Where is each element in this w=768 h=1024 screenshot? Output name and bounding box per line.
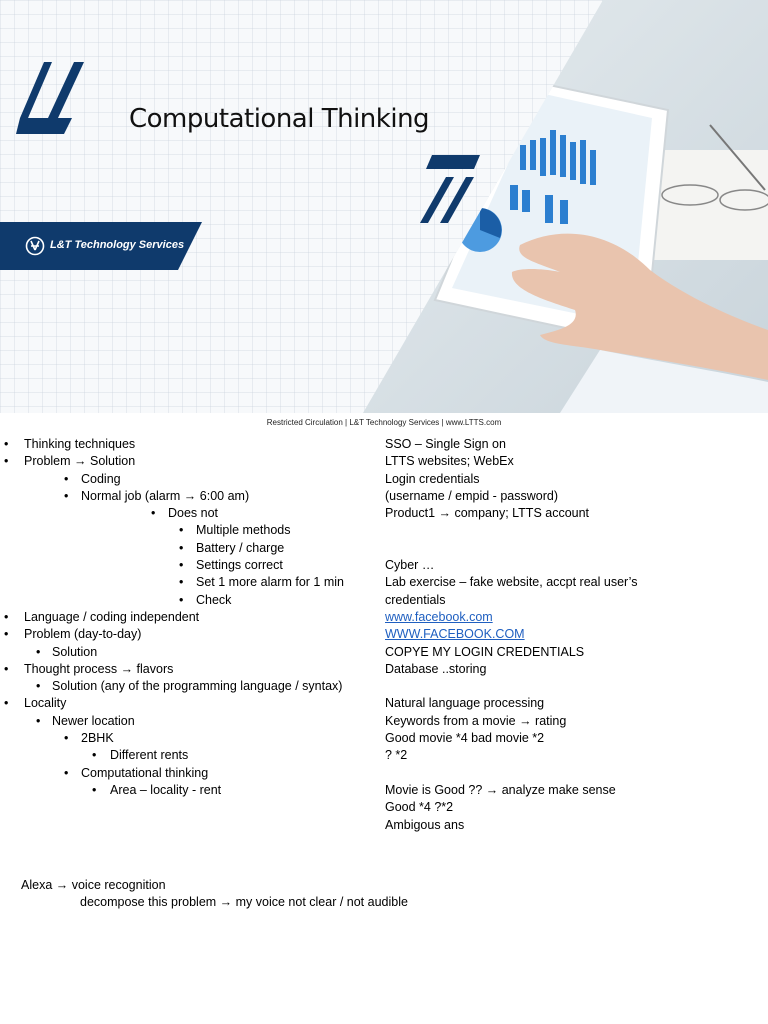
bullet-icon: • — [179, 575, 184, 590]
bullet-text: Battery / charge — [196, 540, 285, 555]
bullet-text: Check — [196, 592, 232, 607]
bullet-text: Language / coding independent — [24, 609, 200, 624]
note-line: Movie is Good ?? → analyze make sense — [385, 782, 616, 797]
note-line: SSO – Single Sign on — [385, 437, 506, 451]
bullet-icon: • — [36, 713, 41, 728]
bullet-text: Computational thinking — [81, 765, 209, 780]
footer-text: Restricted Circulation | L&T Technology Services | www.LTTS.com — [266, 418, 502, 427]
bullet-item — [0, 626, 380, 643]
bullet-item — [0, 695, 380, 712]
note-line: Keywords from a movie → rating — [385, 713, 567, 728]
bullet-icon: • — [4, 609, 9, 624]
bullet-icon: • — [4, 627, 9, 642]
bullet-item — [0, 505, 380, 522]
bullet-text: Problem → Solution — [24, 454, 136, 469]
bullet-icon: • — [4, 454, 9, 469]
note-line — [385, 678, 765, 695]
bullet-item — [0, 436, 380, 453]
note-line: ? *2 — [385, 748, 408, 763]
bullet-icon: • — [64, 765, 69, 780]
note-link[interactable]: WWW.FACEBOOK.COM — [385, 627, 525, 642]
bullet-icon: • — [92, 782, 97, 797]
bullet-icon: • — [36, 644, 41, 659]
bullet-item — [0, 730, 380, 747]
bullet-item — [0, 574, 380, 591]
bullet-item — [0, 782, 380, 799]
bullet-item — [0, 713, 380, 730]
bullet-text: Set 1 more alarm for 1 min — [196, 575, 344, 590]
bullet-icon: • — [36, 679, 41, 694]
bullet-item — [0, 522, 380, 539]
note-line: COPYE MY LOGIN CREDENTIALS — [385, 644, 585, 659]
bullet-text: Solution (any of the programming language / syntax) — [52, 679, 343, 694]
left-notes-list — [0, 436, 380, 799]
bullet-item — [0, 678, 380, 695]
bullet-item — [0, 453, 380, 470]
note-line: Cyber … — [385, 558, 435, 573]
bullet-text: Coding — [81, 471, 121, 486]
bullet-item — [0, 488, 380, 505]
bullet-text: Thinking techniques — [24, 437, 136, 451]
note-line: Login credentials — [385, 471, 480, 486]
bullet-text: Does not — [168, 506, 219, 521]
bullet-icon: • — [4, 437, 9, 451]
note-line: credentials — [385, 592, 446, 607]
bullet-item — [0, 765, 380, 782]
note-line — [385, 765, 765, 782]
bullet-icon: • — [92, 748, 97, 763]
lt-logo-mark-icon — [14, 62, 86, 136]
bullet-icon: • — [64, 471, 69, 486]
note-line — [385, 540, 765, 557]
bullet-icon: • — [179, 523, 184, 538]
bullet-text: Area – locality - rent — [110, 782, 222, 797]
bottom-note-line-2: decompose this problem → my voice not clear / not audible — [80, 895, 408, 909]
bullet-item — [0, 557, 380, 574]
bullet-text: Thought process → flavors — [24, 661, 174, 676]
slide-title: Computational Thinking — [129, 104, 430, 134]
bullet-text: Multiple methods — [196, 523, 291, 538]
note-line: Database ..storing — [385, 661, 487, 676]
slanted-bars-icon — [418, 155, 482, 227]
bullet-item — [0, 540, 380, 557]
bullet-item — [0, 592, 380, 609]
bullet-text: Locality — [24, 696, 67, 711]
note-line: Good movie *4 bad movie *2 — [385, 731, 545, 746]
bullet-text: 2BHK — [81, 731, 114, 746]
bullet-text: Problem (day-to-day) — [24, 627, 142, 642]
note-link[interactable]: www.facebook.com — [385, 609, 493, 624]
title-slide — [0, 0, 768, 413]
bullet-icon: • — [179, 558, 184, 573]
bullet-icon: • — [64, 731, 69, 746]
bullet-text: Normal job (alarm → 6:00 am) — [81, 488, 250, 503]
note-line: Good *4 ?*2 — [385, 800, 454, 815]
bullet-item — [0, 644, 380, 661]
bottom-note-line-1: Alexa → voice recognition — [21, 878, 166, 892]
tablet-photo — [0, 0, 768, 413]
bullet-icon: • — [179, 592, 184, 607]
bullet-icon: • — [4, 696, 9, 711]
bullet-text: Solution — [52, 644, 98, 659]
note-line: (username / empid - password) — [385, 488, 558, 503]
bullet-icon: • — [179, 540, 184, 555]
bullet-text: Different rents — [110, 748, 189, 763]
bullet-item — [0, 661, 380, 678]
note-line: Product1 → company; LTTS account — [385, 506, 590, 521]
bullet-item — [0, 609, 380, 626]
right-notes-list — [385, 436, 765, 834]
note-line: LTTS websites; WebEx — [385, 454, 514, 469]
bullet-icon: • — [64, 488, 69, 503]
note-line — [385, 522, 765, 539]
bullet-icon: • — [151, 506, 156, 521]
bullet-icon: • — [4, 661, 9, 676]
note-line: Lab exercise – fake website, accpt real user’s — [385, 575, 638, 590]
bullet-item — [0, 747, 380, 764]
bullet-text: Newer location — [52, 713, 135, 728]
bullet-item — [0, 471, 380, 488]
brand-name: L&T Technology Services — [50, 239, 185, 251]
note-line: Natural language processing — [385, 696, 545, 711]
bullet-text: Settings correct — [196, 558, 283, 573]
brand-logo-icon — [25, 236, 45, 256]
note-line: Ambigous ans — [385, 817, 465, 832]
